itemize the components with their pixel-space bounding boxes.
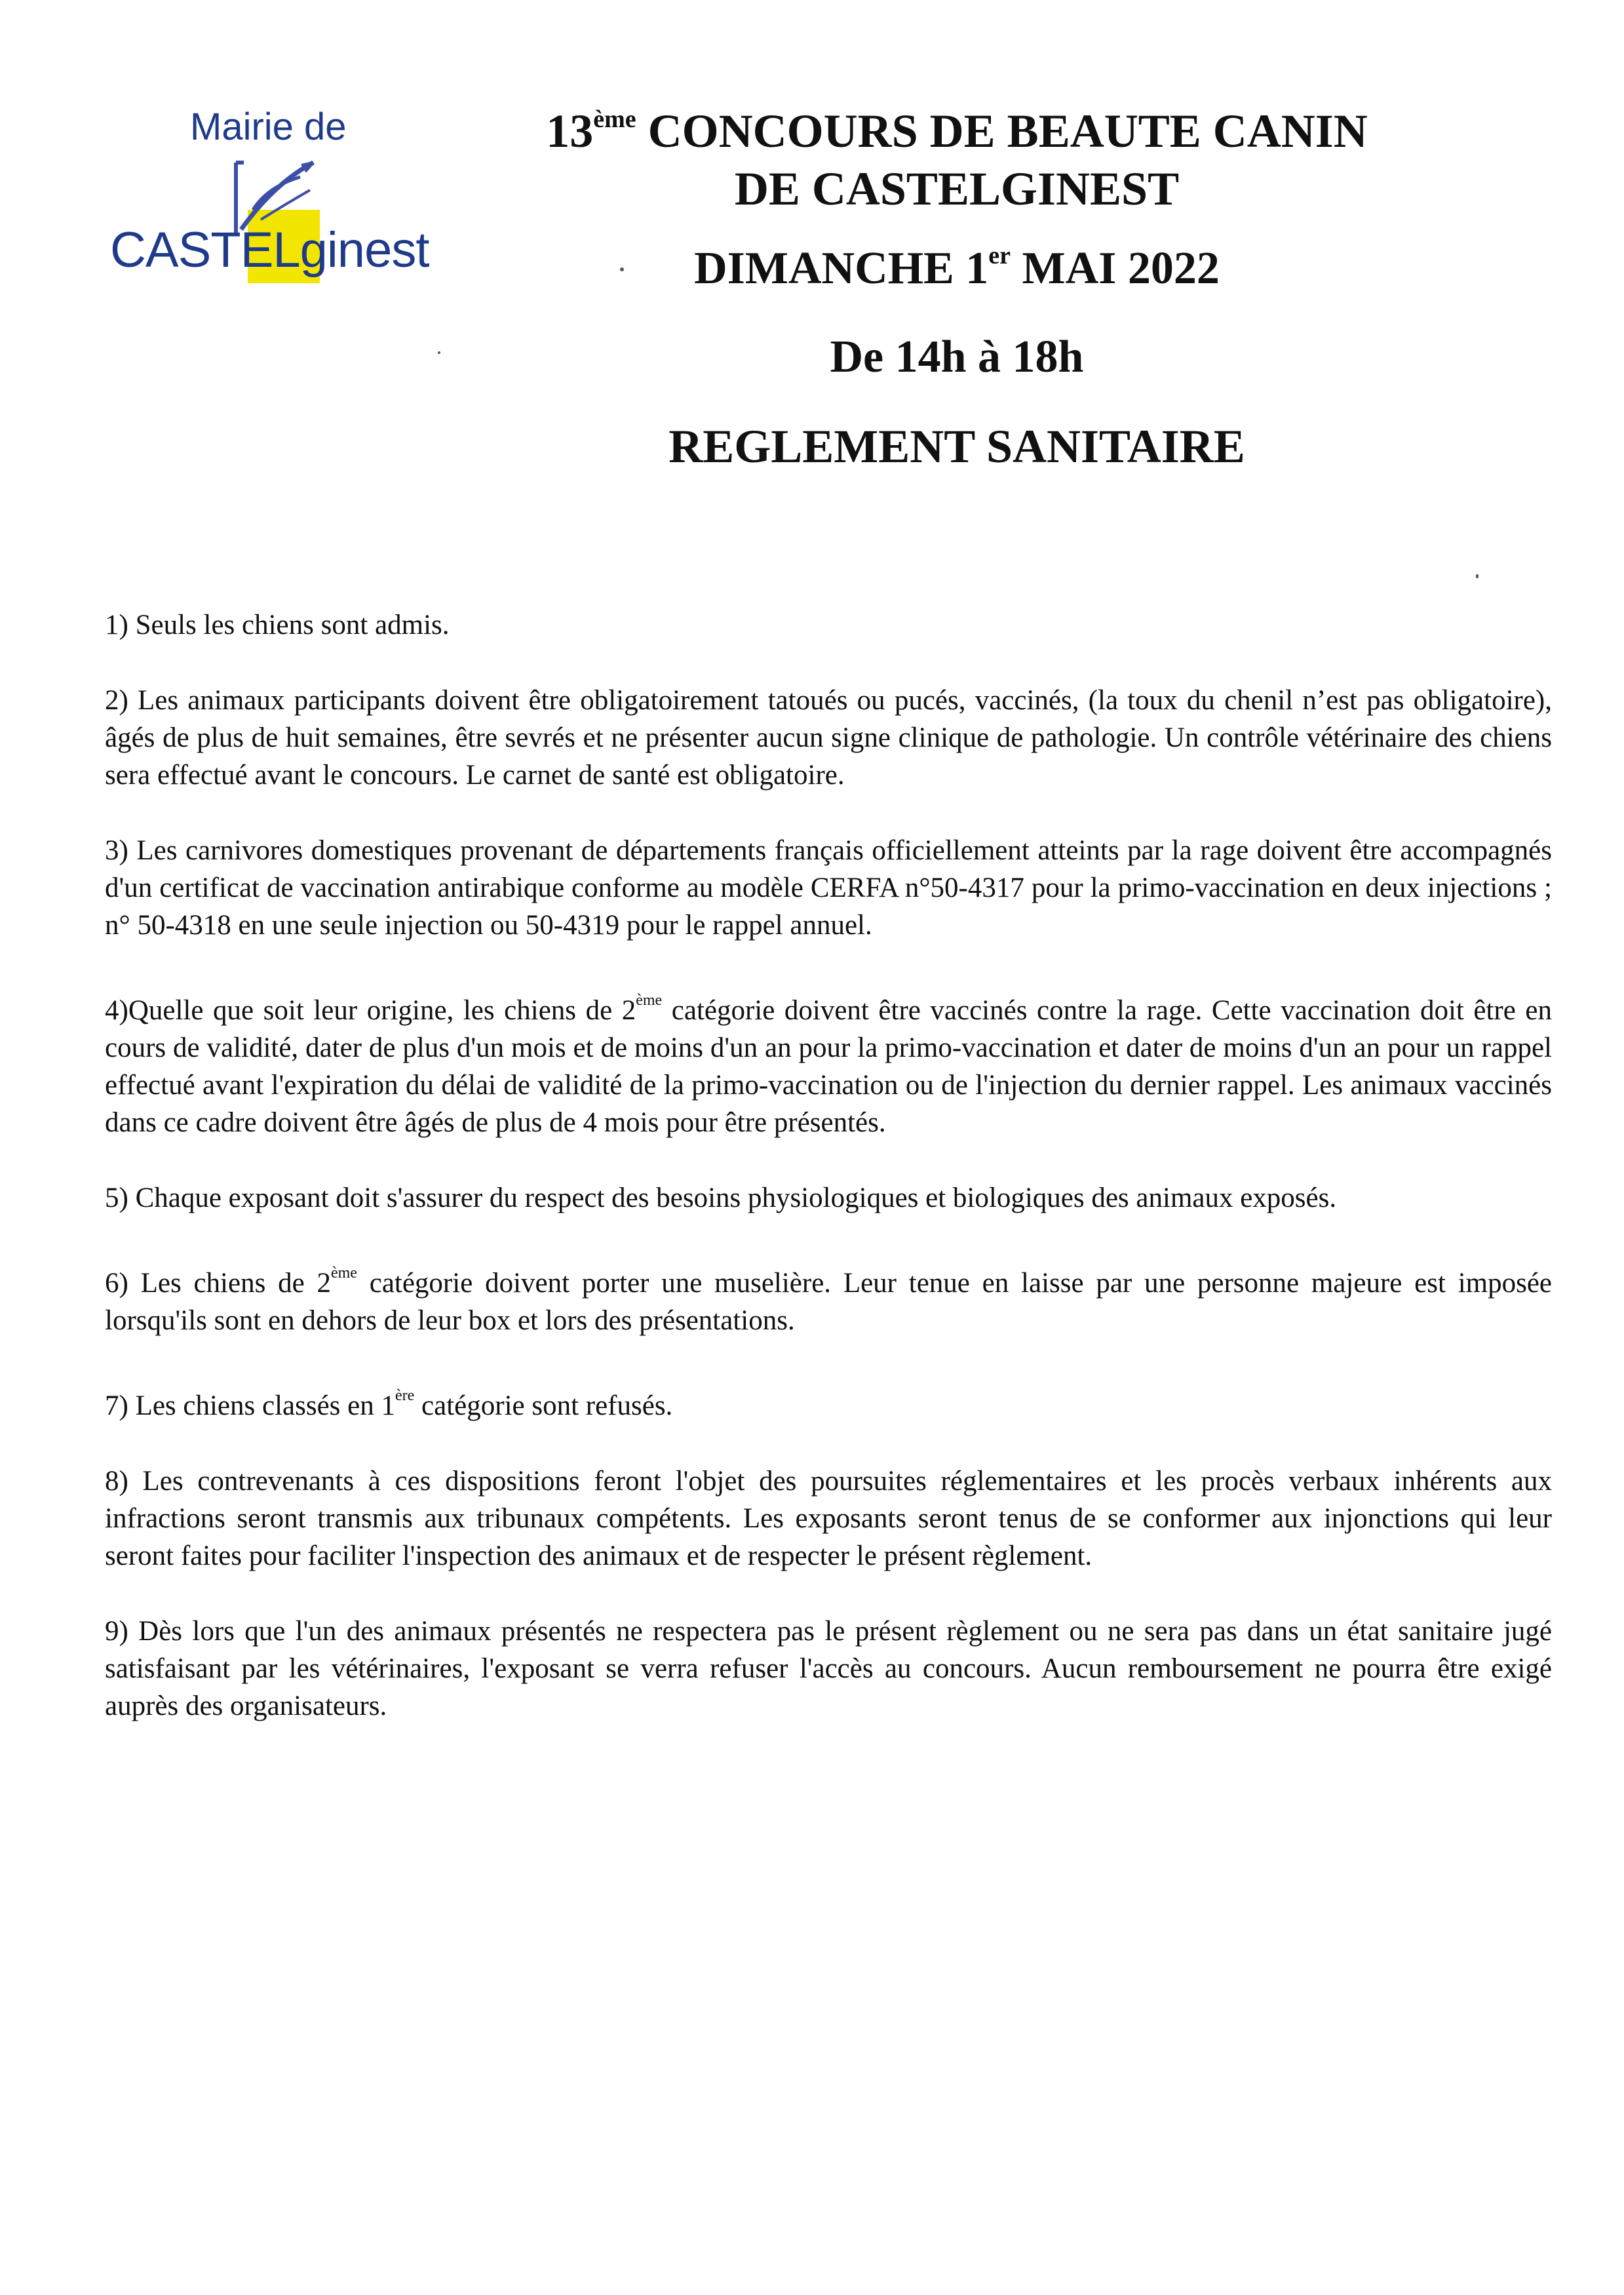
event-title — [498, 90, 1416, 218]
event-date: DIMANCHE 1er MAI 2022 — [694, 242, 1220, 294]
rule-4: 4)Quelle que soit leur origine, les chiens de 2ème catégorie doivent être vaccinés contre la rage. Cette vaccination doit être en cours de validité, dater de plus d'un mois et de moins d'un an pour la primo-vaccination et dater de moins d'un an pour un rappel effectué avant l'expiration du délai de validité de la primo-vaccination ou de l'injection du dernier rappel. Les animaux vaccinés dans ce cadre doivent être âgés de plus de 4 mois pour être présentés. — [105, 992, 1552, 1138]
rule-7: 7) Les chiens classés en 1ère catégorie sont refusés. — [105, 1387, 673, 1421]
event-time: De 14h à 18h — [830, 332, 1084, 382]
rule-9: 9) Dès lors que l'un des animaux présentés ne respectera pas le présent règlement ou ne sera pas dans un état sanitaire jugé satisfaisant par les vétérinaires, l'exposant se verra refuser l'accès au concours. Aucun remboursement ne pourra être exigé auprès des organisateurs. — [105, 1616, 1552, 1721]
mairie-logo — [110, 105, 451, 302]
scan-speck — [620, 267, 624, 271]
scan-speck — [1476, 574, 1479, 578]
title-line-2: DE CASTELGINEST — [734, 163, 1180, 215]
section-title: REGLEMENT SANITAIRE — [668, 420, 1245, 473]
rule-6: 6) Les chiens de 2ème catégorie doivent porter une muselière. Leur tenue en laisse par une personne majeure est imposée lorsqu'ils sont en dehors de leur box et lors des présentations. — [105, 1265, 1552, 1336]
scan-speck — [438, 351, 440, 354]
logo-name-text: CASTELginest — [110, 222, 429, 278]
rule-1: 1) Seuls les chiens sont admis. — [105, 610, 450, 640]
rule-2: 2) Les animaux participants doivent être obligatoirement tatoués ou pucés, vaccinés, (la toux du chenil n’est pas obligatoire), âgés de plus de huit semaines, être sevrés et ne présenter aucun signe clinique de pathologie. Un contrôle vétérinaire des chiens sera effectué avant le concours. Le carnet de santé est obligatoire. — [105, 685, 1552, 791]
logo-top-text: Mairie de — [190, 106, 347, 148]
rule-8: 8) Les contrevenants à ces dispositions feront l'objet des poursuites réglementaires et les procès verbaux inhérents aux infractions seront transmis aux tribunaux compétents. Les exposants seront tenus de se conformer aux injonctions qui leur seront faites pour faciliter l'inspection des animaux et de respecter le présent règlement. — [105, 1466, 1552, 1571]
rules-list — [105, 606, 1552, 1763]
title-line-1: 13ème CONCOURS DE BEAUTE CANIN — [546, 105, 1368, 157]
rule-5: 5) Chaque exposant doit s'assurer du respect des besoins physiologiques et biologiques des animaux exposés. — [105, 1183, 1337, 1213]
rule-3: 3) Les carnivores domestiques provenant de départements français officiellement atteints par la rage doivent être accompagnés d'un certificat de vaccination antirabique conforme au modèle CERFA n°50-4317 pour la primo-vaccination en deux injections ; n° 50-4318 en une seule injection ou 50-4319 pour le rappel annuel. — [105, 835, 1552, 941]
